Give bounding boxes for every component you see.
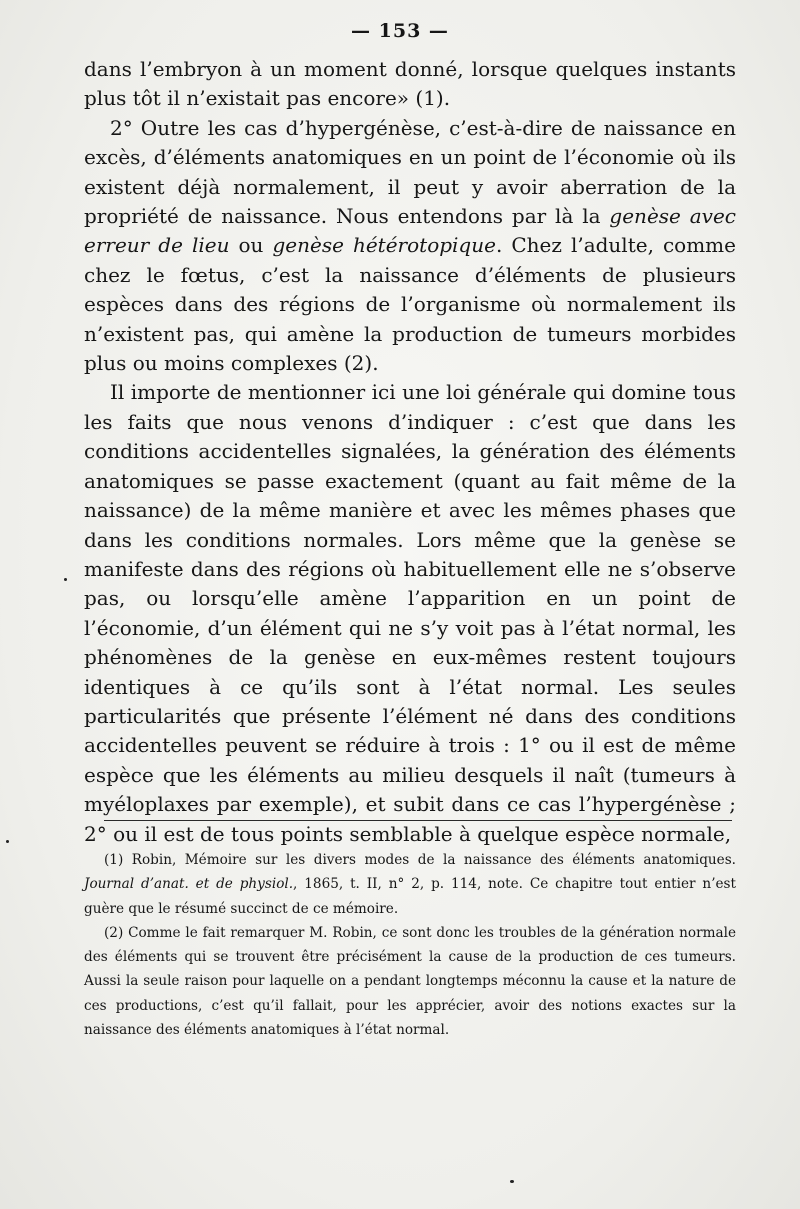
paragraph-heterotopic-genesis: [84, 114, 736, 379]
footnote-text: (1) Robin, Mémoire sur les divers modes de la naissance des éléments anatomiques.: [104, 852, 736, 868]
paragraph-general-law: Il importe de mentionner ici une loi générale qui domine tous les faits que nous venons d’indiquer : c’est que dans les conditions accidentelles signalées, la génération des éléments anatomiques se passe exactement (quant au fait même de la naissance) de la même manière et avec les mêmes phases que dans les conditions normales. Lors même que la genèse se manifeste dans des régions où habituellement elle ne s’observe pas, ou lorsqu’elle amène l’apparition en un point de l’économie, d’un élément qui ne s’y voit pas à l’état normal, les phénomènes de la genèse en eux-mêmes restent toujours identiques à ce qu’ils sont à l’état normal. Les seules particularités que présente l’élément né dans des conditions accidentelles peuvent se réduire à trois : 1° ou il est de même espèce que les éléments au milieu desquels il naît (tumeurs à myéloplaxes par exemple), et subit dans ce cas l’hypergénèse ; 2° ou il est de tous points semblable à quelque espèce normale,: [84, 380, 736, 846]
page-number: — 153 —: [351, 20, 449, 42]
footnote-text: , 1865, t. II, n° 2, p. 114, note. Ce chapitre tout entier n’est guère que le résumé succinct de ce mémoire.: [84, 876, 736, 917]
journal-title: Journal d’anat. et de physiol.: [84, 876, 294, 893]
ink-speck: [510, 1180, 514, 1183]
italic-term: genèse hétérotopique: [272, 233, 496, 258]
paragraph-text: 2° Outre les cas d’hypergénèse, c’est-à-dire de naissance en excès, d’éléments anatomiques en un point de l’économie où ils existent déjà normalement, il peut y avoir aberration de la propriété de naissance. Nous entendons par là la: [84, 115, 736, 229]
paragraph-continuation: dans l’embryon à un moment donné, lorsque quelques instants plus tôt il n’existait pas encore» (1).: [84, 57, 736, 111]
italic-term: genèse avec erreur de lieu: [84, 204, 736, 258]
footnotes: [84, 848, 736, 1042]
paragraph-text: ou: [229, 233, 273, 258]
footnote-2: (2) Comme le fait remarquer M. Robin, ce sont donc les troubles de la génération normale des éléments qui se trouvent être précisément la cause de la production de ces tumeurs. Aussi la seule raison pour laquelle on a pendant longtemps méconnu la cause et la nature de ces productions, c’est qu’il fallait, pour les apprécier, avoir des notions exactes sur la naissance des éléments anatomiques à l’état normal.: [84, 924, 736, 1039]
footnote-1: [84, 848, 736, 921]
ink-speck: [64, 578, 67, 581]
main-text: [84, 55, 736, 849]
footnote-divider: [104, 820, 732, 821]
paragraph-text: . Chez l’adulte, comme chez le fœtus, c’est la naissance d’éléments de plusieurs espèces dans des régions de l’organisme où normalement ils n’existent pas, qui amène la production de tumeurs morbides plus ou moins complexes (2).: [84, 233, 736, 376]
ink-speck: [6, 840, 9, 843]
